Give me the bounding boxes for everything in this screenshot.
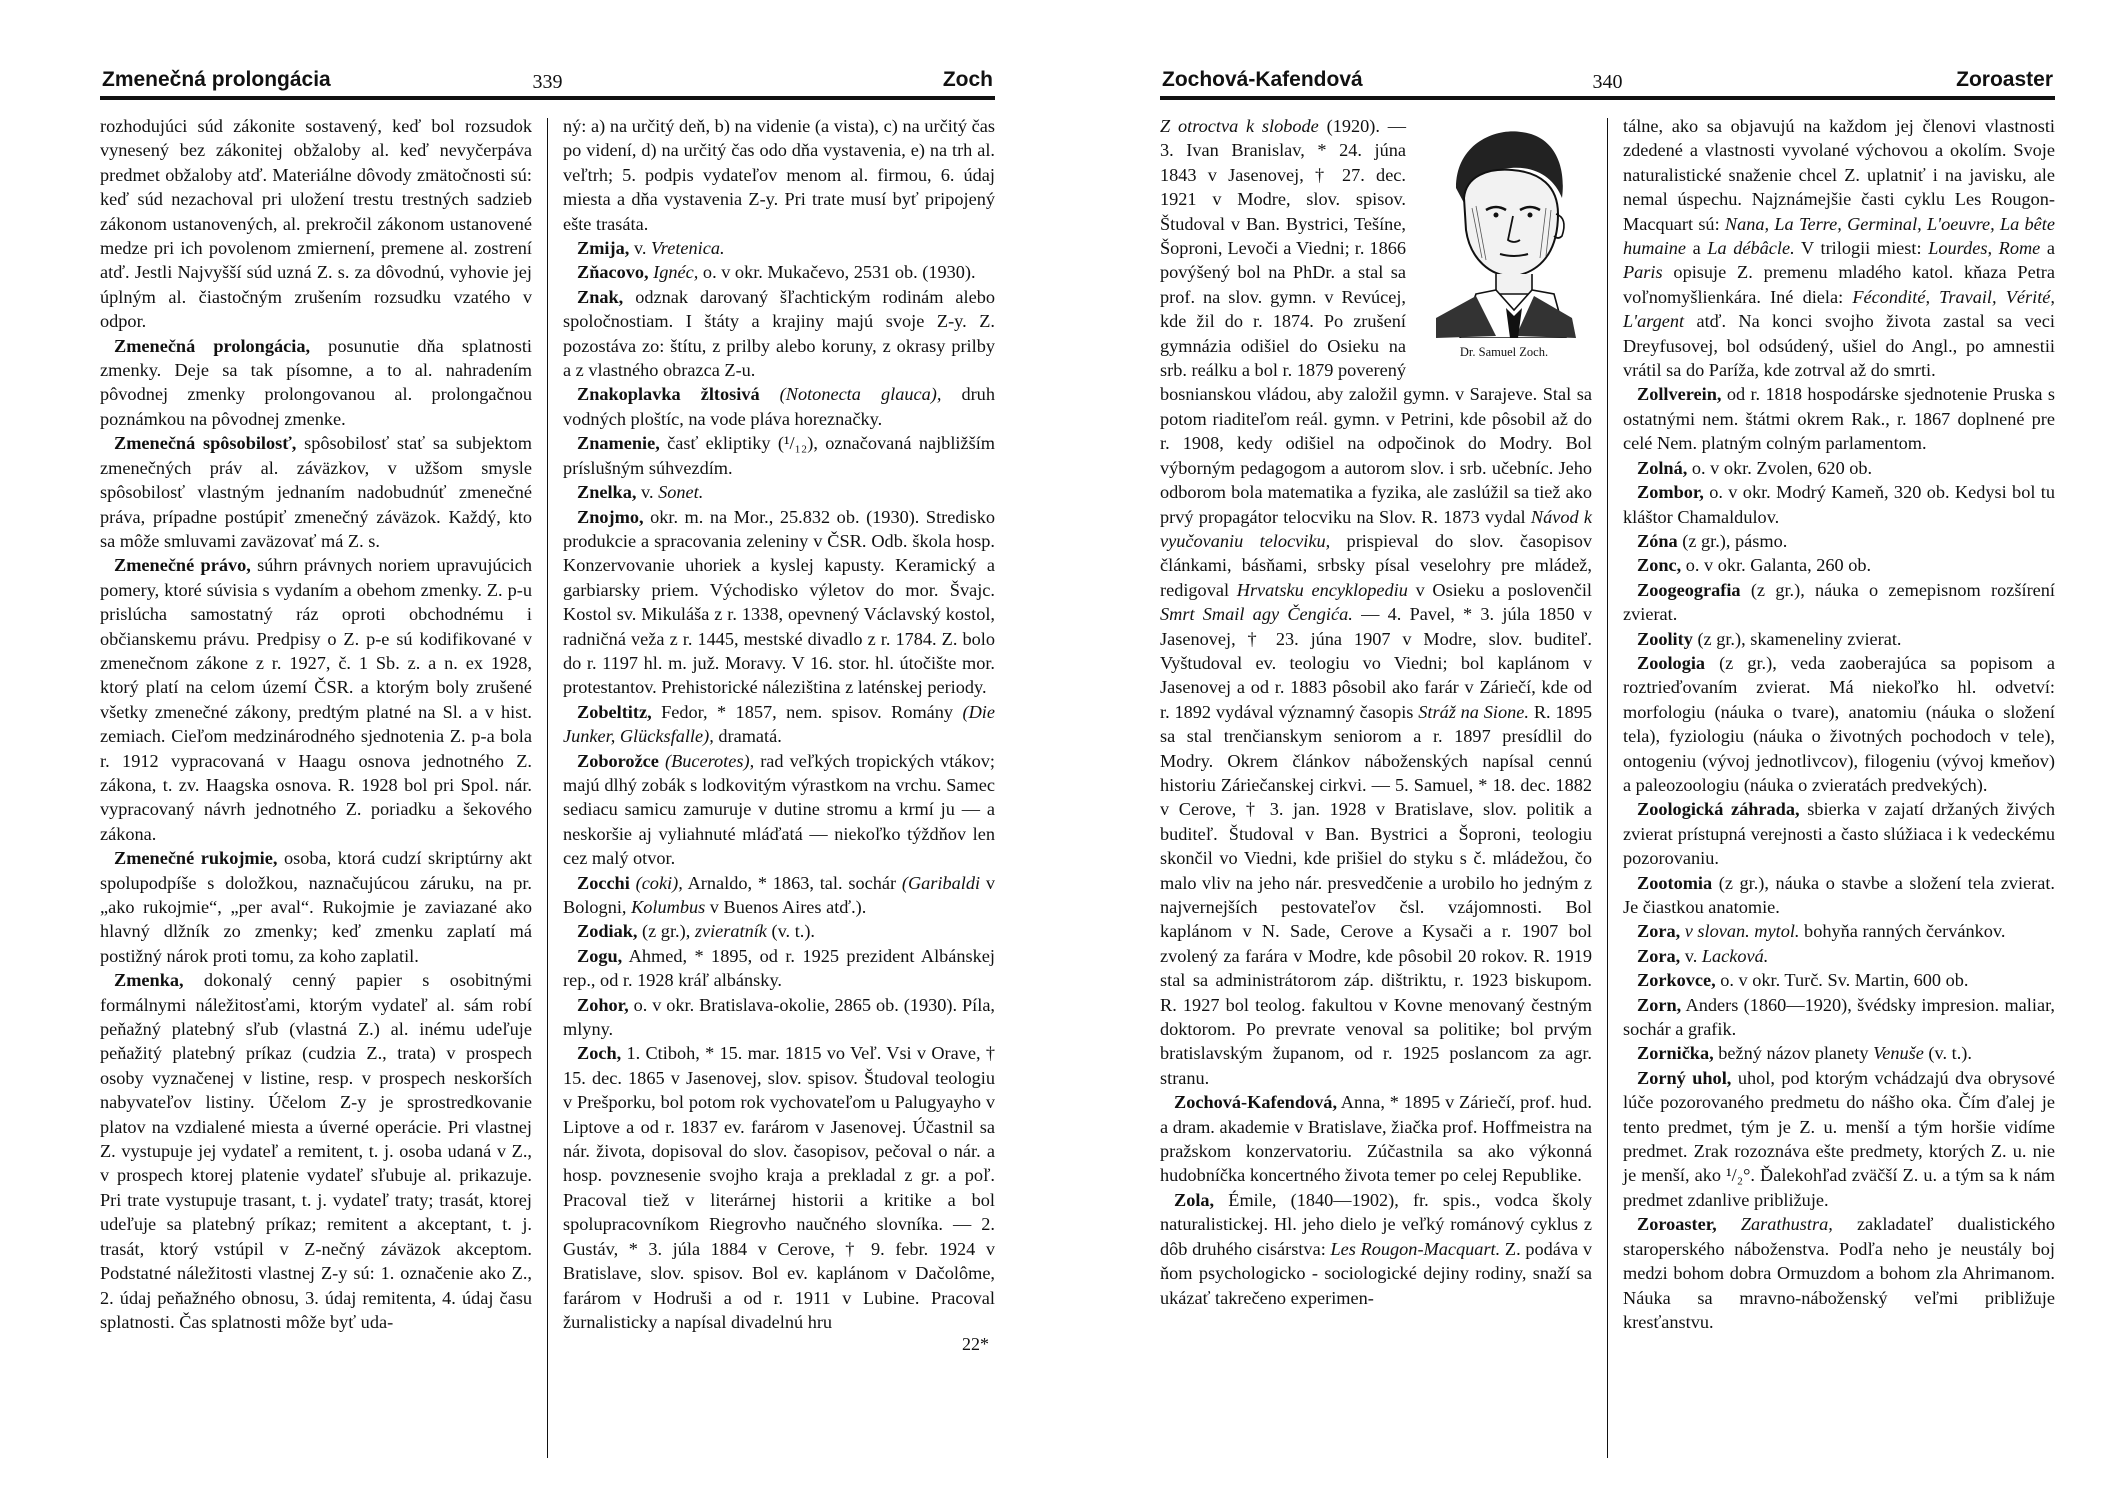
dictionary-entry <box>563 700 995 749</box>
entry-text: v. <box>1680 945 1698 966</box>
entry-headword: Zollverein, <box>1637 384 1722 405</box>
entry-headword: Zora, <box>1637 921 1681 942</box>
dictionary-entry <box>563 1041 995 1334</box>
dictionary-entry <box>1160 1188 1592 1310</box>
portrait-caption: Dr. Samuel Zoch. <box>1459 345 1549 359</box>
dictionary-entry <box>1623 1041 2055 1065</box>
entry-italic-text: (Bucerotes), <box>658 750 755 771</box>
entry-text: a <box>2040 238 2055 259</box>
entry-text: odznak darovaný šľachtickým rodinám alebo spoločnostiam. I štáty a krajiny majú svoje Z-y. Z. pozostáva zo: štítu, z prilby alebo koruny, z okrasy prilby a z vlastného obrazca Z-u. <box>563 286 995 381</box>
entry-headword: Zola, <box>1174 1189 1215 1210</box>
entry-text: rad veľkých tropických vtákov; majú dlhý zobák s lodkovitým výrastkom na vrchu. Samec sediacu samicu zamuruje v dutine stromu a krmí ju — a neskoršie aj vyliahnuté mláďatá — niekoľko týždňov len cez malý otvor. <box>563 750 995 869</box>
entry-text: dramatá. <box>713 726 782 747</box>
entry-text: posunutie dňa splatnosti zmenky. Deje sa tak písomne, a to al. nahradením pôvodnej zmenky prolongovanou al. prolongačnou poznámkou na pôvodnej zmenke. <box>100 335 532 429</box>
left-page-number: 339 <box>532 71 563 93</box>
entry-italic-text: Ignéc, <box>648 262 699 283</box>
entry-italic-text: Zarathustra, <box>1716 1214 1833 1235</box>
dictionary-entry <box>1623 651 2055 797</box>
entry-text: o. v okr. Zvolen, 620 ob. <box>1687 457 1873 478</box>
entry-italic-text: (Die Junker, Glücksfalle), <box>563 701 995 747</box>
entry-text: atď. Na konci svojho života zastal sa veci Dreyfusovej, bol odsúdený, ušiel do Angl., po amnestii vrátil sa do Paríža, kde zotrval až do smrti. <box>1623 311 2055 381</box>
dictionary-entry <box>100 846 532 968</box>
entry-text: o. v okr. Mukačevo, 2531 ob. (1930). <box>698 262 976 283</box>
entry-headword: Zorný uhol, <box>1637 1067 1732 1088</box>
dictionary-entry <box>100 431 532 553</box>
right-page <box>1160 62 2055 1482</box>
entry-text: Anna, * 1895 v Záriečí, prof. hud. a dram. akademie v Bratislave, žiačka prof. Hoffmeistra na pražskom konzervatoriu. Zúčastnila sa ako výkonná hudobníčka koncertného života temer po celej Republike. <box>1160 1092 1592 1186</box>
entry-text: o. v okr. Modrý Kameň, 320 ob. Kedysi bol tu kláštor Chamaldulov. <box>1623 482 2055 527</box>
entry-text: Anders (1860—1920), švédsky impresion. maliar, sochár a grafik. <box>1623 994 2055 1040</box>
entry-headword: Znojmo, <box>577 506 644 527</box>
entry-headword: Zmenka, <box>114 970 184 991</box>
left-page-columns <box>100 114 995 1334</box>
entry-text: spôsobilosť stať sa subjektom zmenečných práv al. záväzkov, v užšom smysle spôsobilosť vlastným jednaním nadobudnúť zmenečné práva, prípadne postúpiť zmenečný záväzok. Každý, kto sa môže smluvami zaväzovať má Z. s. <box>100 433 532 551</box>
dictionary-entry <box>100 334 532 432</box>
right-page-columns <box>1160 114 2055 1334</box>
entry-italic-text: Lourdes, Rome <box>1921 238 2041 259</box>
entry-headword: Zohor, <box>577 994 629 1015</box>
dictionary-entry <box>563 236 995 260</box>
left-column-2 <box>563 114 995 1334</box>
dictionary-entry <box>100 968 532 1334</box>
entry-headword: Zora, <box>1637 945 1681 966</box>
dictionary-entry <box>100 114 532 334</box>
entry-headword: Zochová-Kafendová, <box>1174 1092 1338 1113</box>
dictionary-entry <box>1623 578 2055 627</box>
left-column-1 <box>100 114 532 1334</box>
entry-text: v Bologni, <box>563 872 995 917</box>
entry-headword: Zmenečné právo, <box>114 555 251 576</box>
left-page <box>100 62 995 1482</box>
right-header-first-entry: Zochová-Kafendová <box>1162 68 1363 91</box>
entry-text: Émile, (1840—1902), fr. spis., vodca školy naturalistickej. Hl. jeho dielo je veľký románový cyklus z dôb druhého cisárstva: <box>1160 1189 1592 1259</box>
entry-headword: Zombor, <box>1637 482 1704 503</box>
entry-italic-text: (Notonecta glauca), <box>759 384 942 405</box>
entry-headword: Zmija, <box>577 238 630 259</box>
entry-text: Fedor, * 1857, nem. spisov. Romány <box>651 701 954 722</box>
entry-text: (v. t.). <box>766 921 815 942</box>
entry-text: dokonalý cenný papier s osobitnými formálnymi náležitosťami, ktorým vydateľ al. sám robí peňažný platebný sľub (vlastná Z.) al. inému udeľuje peňažitý platebný príkaz (cudzia Z., trata) v prospech osoby vyznačenej v listine, resp. v prospech neskorších nabyvateľov listiny. Účelom Z-y je sprostredkovanie platov na vzdialené miesta a úverné operácie. Pri vlastnej Z. vystupuje jej vydateľ a remitent, t. j. osoba udaná v Z., v prospech ktorej platenie vydateľ sľubuje al. prikazuje. Pri trate vystupuje trasant, t. j. vydateľ traty; trasát, ktorej udeľuje sa platebný príkaz; remitent a akceptant, t. j. trasát, ktorý vstúpil v Z-nečný záväzok akceptom. Podstatné náležitosti vlastnej Z-y sú: 1. označenie ako Z., 2. údaj peňažného obnosu, 3. údaj remitenta, 4. údaj času splatnosti. Čas splatnosti môže byť uda- <box>100 970 532 1332</box>
entry-italic-text: Stráž na Sione. <box>1413 701 1529 722</box>
entry-text: (z gr.), náuka o zemepisnom rozšírení zvierat. <box>1623 579 2055 625</box>
entry-text: — 4. Pavel, * 3. júla 1850 v Jasenovej, † 23. júna 1907 v Modre, slov. buditeľ. Vyštudoval ev. teologiu vo Viedni; bol kaplánom v Jasenovej a od r. 1883 pôsobil ako farár v Záriečí, kde od r. 1892 vydával významný časopis <box>1160 604 1592 722</box>
entry-text: o. v okr. Bratislava-okolie, 2865 ob. (1930). Píla, mlyny. <box>563 994 995 1040</box>
dictionary-entry <box>1160 1090 1592 1188</box>
entry-text: zakladateľ dualistického staroperského náboženstva. Podľa neho je neustály boj medzi bohom dobra Ormuzdom a bohom zla Ahrimanom. Náuka sa mravno-náboženský veľmi približuje kresťanstvu. <box>1623 1214 2055 1332</box>
right-column-2 <box>1623 114 2055 1334</box>
dictionary-entry <box>563 382 995 431</box>
entry-headword: Znamenie, <box>577 433 660 454</box>
dictionary-entry <box>563 871 995 920</box>
dictionary-entry <box>100 553 532 846</box>
entry-text: v Buenos Aires atď.). <box>705 897 867 917</box>
entry-text: (z gr.), náuka o stavbe a složení tela zvierat. Je čiastkou anatomie. <box>1623 872 2055 917</box>
left-page-header <box>100 62 995 100</box>
dictionary-entry <box>1623 382 2055 455</box>
entry-headword: Zocchi <box>577 872 630 893</box>
entry-text: súhrn právnych noriem upravujúcich pomery, ktoré súvisia s vydaním a obehom zmenky. Z. p-u prislúcha samostatný ráz oproti obchodnému i občianskemu právu. Predpisy o Z. p-e sú kodifikované v zmenečnom zákone z r. 1927, č. 1 Sb. z. a n. ex 1928, ktorý platí na celom území ČSR. a ktorým boly zrušené všetky zmenečné zákony, predtým platné na Sl. a v hist. zemiach. Cieľom medzinárodného sjednotenia Z. p-a bola r. 1912 vypracovaná v Haagu osnova jednotného Z. zákona, t. zv. Haagska osnova. R. 1928 bol pri Spol. nár. vypracovaný návrh jednotného Z. poriadku a šekového zákona. <box>100 555 533 844</box>
right-column-1 <box>1160 114 1592 1334</box>
dictionary-entry <box>1623 480 2055 529</box>
entry-italic-text: La débâcle. <box>1700 238 1795 259</box>
entry-text: v. <box>636 482 659 503</box>
entry-text: prispieval do slov. časopisov článkami, básňami, srbsky písal veselohry pre mládež, redigoval <box>1160 530 1593 600</box>
entry-italic-text: v slovan. mytol. <box>1680 921 1800 942</box>
entry-italic-text: Smrt Smail agy Čengića. <box>1160 604 1353 625</box>
entry-text: (v. t.). <box>1923 1043 1972 1064</box>
entry-text: druh vodných ploštíc, na vode pláva horeznačky. <box>563 384 995 429</box>
dictionary-entry <box>563 993 995 1042</box>
entry-headword: Zorn, <box>1637 994 1682 1015</box>
entry-headword: Zogu, <box>577 945 623 966</box>
entry-headword: Zňacovo, <box>577 262 649 283</box>
entry-text: a <box>1685 238 1701 259</box>
dictionary-entry <box>563 919 995 943</box>
entry-text: (z gr.), <box>637 921 691 942</box>
column-rule <box>547 118 548 1458</box>
entry-text: 1. Ctiboh, * 15. mar. 1815 vo Veľ. Vsi v Orave, † 15. dec. 1865 v Jasenovej, slov. spisov. Študoval teologiu v Prešporku, bol potom rok vychovateľom u Palugyayho v Liptove a od r. 1837 ev. farárom v Jasenovej. Účastnil sa nár. života, dopisoval do slov. časopisov, pečoval o nár. a hosp. povznesenie svojho kraja a prekladal z gr. a poľ. Pracoval tiež v literárnej historii a kritike a bol spolupracovníkom Riegrovho naučného slovníka. — 2. Gustáv, * 3. júla 1884 v Cerove, † 9. febr. 1924 v Bratislave, slov. spisov. Bol ev. kaplánom v Dačolôme, farárom v Hodruši a od r. 1911 v Lubine. Pracoval žurnalisticky a napísal divadelnú hru <box>563 1043 995 1332</box>
entry-text: V trilogii miest: <box>1794 238 1922 259</box>
entry-text: (z gr.), veda zaoberajúca sa popisom a roztrieďovaním zvierat. Má niekoľko hl. odvetví: morfologiu (náuka o tvare), anatomiu (náuka o složení tela), fyziologiu (náuka o životných pochodoch v tele), ontogeniu (vývoj jednotlivcov), filogeniu (vývoj kmeňov) a paleozoologiu (náuka o zvieratách predvekých). <box>1623 652 2055 795</box>
entry-text: opisuje Z. premenu mladého katol. kňaza Petra voľnomyšlienkára. Iné diela: <box>1623 262 2055 307</box>
dictionary-entry <box>1623 114 2055 382</box>
entry-headword: Zoch, <box>577 1043 622 1064</box>
entry-headword: Zorkovce, <box>1637 970 1716 991</box>
entry-italic-text: Venuše <box>1868 1043 1924 1064</box>
entry-text: (1920). — 3. Ivan Branislav, * 24. júna 1843 v Jasenovej, † 27. dec. 1921 v Modre, slov. spisov. Študoval v Ban. Bystrici, Tešíne, Šoproni, Levoči a Viedni; r. 1866 povýšený bol na PhDr. a stal sa prof. na slov. gymn. v Revúcej, kde žil do r. 1874. Po zrušení gymnázia odišiel do Osieku na srb. reálku a bol r. 1879 poverený bosnianskou vládou, aby založil gymn. v Sarajeve. Stal sa potom riaditeľom reál. gymn. v Petrini, kde pôsobil až do r. 1908, kedy odišiel na odpočinok do Modry. Bol výborným pedagogom a autorom slov. i srb. učebníc. Jeho odborom bola matematika a fyzika, ale zaslúžil sa tiež ako prvý propagátor telocviku na Slov. R. 1873 vydal <box>1160 116 1592 527</box>
entry-headword: Zoologia <box>1637 652 1706 673</box>
entry-text: Ahmed, * 1895, od r. 1925 prezident Albánskej rep., od r. 1928 kráľ albánsky. <box>563 945 995 991</box>
entry-headword: Zolná, <box>1637 457 1688 478</box>
dictionary-entry <box>1623 797 2055 870</box>
entry-italic-text: Sonet. <box>658 482 704 503</box>
entry-text: uhol, pod ktorým vchádzajú dva obrysové lúče pozorovaného predmetu do nášho oka. Čím ďalej je tento predmet, tým je Z. u. menší a tým horšie vidíme predmet. Zrak rozoznáva ešte predmety, ktorých Z. u. nie je menší, ako ¹/₂°. Ďalekohľad zväčší Z. u. a tým sa k nám predmet zdanlive približuje. <box>1623 1067 2055 1210</box>
left-header-first-entry: Zmenečná prolongácia <box>102 68 331 91</box>
entry-italic-text: Les Rougon-Macquart. <box>1325 1238 1501 1259</box>
dictionary-entry <box>563 114 995 236</box>
entry-text: v Osieku a poslovenčil <box>1407 579 1592 600</box>
right-header-last-entry: Zoroaster <box>1956 68 2053 91</box>
dictionary-entry <box>1623 1066 2055 1212</box>
entry-text: sbierka v zajatí držaných živých zvierat prístupná verejnosti a často slúžiaca i k vedeckému pozorovaniu. <box>1623 799 2055 869</box>
entry-text: o. v okr. Turč. Sv. Martin, 600 ob. <box>1715 970 1969 991</box>
dictionary-entry <box>563 285 995 383</box>
dictionary-entry <box>1623 919 2055 943</box>
entry-headword: Zornička, <box>1637 1043 1714 1064</box>
entry-text: (z gr.), pásmo. <box>1677 530 1788 551</box>
entry-italic-text: Hrvatsku encyklopediu <box>1229 579 1408 600</box>
entry-text: R. 1895 sa stal trenčianskym seniorom a r. 1897 presídlil do Modry. Okrem článkov náboženských napísal cennú historiu Záriečanskej cirkvi. — 5. Samuel, * 18. dec. 1882 v Cerove, † 3. jan. 1928 v Bratislave, slov. politik a buditeľ. Študoval v Ban. Bystrici a Šoproni, teologiu skončil vo Viedni, kde prišiel do styku s č. mládežou, čo malo vliv na jeho nár. presvedčenie a urobilo ho jedným z najvernejších pestovateľov čsl. vzájomnosti. Bol kaplánom v N. Sade, Cerove a Kysači a r. 1907 bol zvolený za farára v Modre, kde pôsobil 20 rokov. R. 1919 stal sa administrátorom záp. dištriktu, r. 1923 biskupom. R. 1927 bol teolog. fakultou v Kovne menovaný čestným doktorom. Po prevrate venoval sa politike; bol prvým bratislavským županom, od r. 1925 poslancom za agr. stranu. <box>1160 701 1592 1088</box>
entry-text: okr. m. na Mor., 25.832 ob. (1930). Stredisko produkcie a spracovania zeleniny v ČSR. Odb. škola hosp. Konzervovanie uhoriek a kyslej kapusty. Keramický a garbiarsky priem. Východisko výletov do mor. Švajc. Kostol sv. Mikuláša z r. 1338, opevnený Václavský kostol, radničná veža z r. 1445, mestské divadlo z r. 1784. Z. bolo do r. 1197 hl. m. juž. Moravy. V 16. stor. hl. útočište mor. protestantov. Prehistorické náleziština z laténskej periody. <box>563 506 995 698</box>
entry-italic-text: Kolumbus <box>626 897 706 917</box>
entry-headword: Zoborožce <box>577 750 659 771</box>
entry-text: ný: a) na určitý deň, b) na videnie (a vista), c) na určitý čas po videní, d) na určitý čas odo dňa vystavenia, e) na trh al. veľtrh; 5. podpis vydateľov menom al. firmou, 6. údaj miesta a dňa vystavenia Z-y. Pri trate musí byť pripojený ešte trasáta. <box>563 116 995 234</box>
entry-headword: Zodiak, <box>577 921 638 942</box>
portrait-samuel-zoch <box>1416 118 1592 358</box>
entry-italic-text: Fécondité, Travail, Vérité, L'argent <box>1623 286 2055 332</box>
entry-headword: Zmenečná prolongácia, <box>114 335 311 356</box>
entry-text: bežný názov planety <box>1713 1043 1869 1064</box>
entry-headword: Zoologická záhrada, <box>1637 799 1800 820</box>
entry-text: osoba, ktorá cudzí skriptúrny akt spolupodpíše s doložkou, naznačujúcou záruku, na pr. „ako rukojmie“, „per aval“. Rukojmie je zaviazané ako hlavný dlžník zo zmenky; keď zmenku zaplatí má postižný nárok proti tomu, za koho zaplatil. <box>100 848 533 966</box>
entry-headword: Zobeltitz, <box>577 701 652 722</box>
dictionary-entry <box>1623 944 2055 968</box>
entry-text: Arnaldo, * 1863, tal. sochár <box>682 872 897 893</box>
entry-headword: Zootomia <box>1637 872 1713 893</box>
entry-italic-text: (coki), <box>629 872 683 893</box>
dictionary-entry <box>1623 456 2055 480</box>
dictionary-entry <box>563 749 995 871</box>
entry-text: časť ekliptiky (¹/₁₂), označovaná najbližším príslušným súhvezdím. <box>563 433 995 478</box>
left-header-last-entry: Zoch <box>942 68 993 91</box>
entry-headword: Zonc, <box>1637 555 1682 576</box>
entry-italic-text: (Garibaldi <box>896 872 981 893</box>
dictionary-entry <box>1623 529 2055 553</box>
entry-text: v. <box>629 238 651 259</box>
dictionary-entry <box>1623 1212 2055 1334</box>
dictionary-entry <box>563 260 995 284</box>
dictionary-entry <box>1623 993 2055 1042</box>
entry-italic-text: Vretenica. <box>650 238 725 259</box>
entry-headword: Znakoplavka žltosivá <box>577 384 760 405</box>
entry-headword: Znelka, <box>577 482 637 503</box>
entry-text: bohyňa ranných červánkov. <box>1799 921 2006 942</box>
entry-headword: Zóna <box>1637 530 1678 551</box>
signature-mark: 22* <box>962 1334 989 1355</box>
dictionary-entry <box>563 505 995 700</box>
entry-headword: Zmenečná spôsobilosť, <box>114 433 297 454</box>
dictionary-entry <box>1623 553 2055 577</box>
portrait-engraving <box>1416 118 1592 338</box>
entry-italic-text: Nana, La Terre, Germinal, L'oeuvre, La bête humaine <box>1623 213 2055 259</box>
entry-italic-text: Paris <box>1623 262 1663 283</box>
entry-headword: Zoroaster, <box>1637 1214 1717 1235</box>
dictionary-entry <box>1623 871 2055 920</box>
column-rule <box>1607 118 1608 1458</box>
entry-headword: Zoolity <box>1637 628 1693 649</box>
dictionary-entry <box>1623 968 2055 992</box>
entry-text: od r. 1818 hospodárske sjednotenie Pruska s ostatnými nem. štátmi okrem Rak., r. 1867 doplnené pre celé Nem. platným colným parlamentom. <box>1623 384 2055 454</box>
entry-italic-text: Návod k vyučovaniu telocviku, <box>1160 506 1592 551</box>
entry-italic-text: Lacková. <box>1697 945 1769 966</box>
dictionary-entry <box>1623 627 2055 651</box>
entry-headword: Znak, <box>577 286 624 307</box>
entry-headword: Zoogeografia <box>1637 579 1741 600</box>
entry-text: o. v okr. Galanta, 260 ob. <box>1681 555 1872 576</box>
entry-text: rozhodujúci súd zákonite sostavený, keď bol rozsudok vynesený bez zákonitej obžaloby al. keď nevyčerpáva predmet obžaloby atď. Materiálne dôvody zmätočnosti sú: keď súd nezachoval pri uložení trestu trestných sadzieb zákonom ustanovených, al. prekročil zákonom ustanovené medze pri ich povolenom zmiernení, premene al. zostrení atď. Jestli Najvyšší súd uzná Z. s. za dôvodnú, vyhovie jej úplným al. čiastočným zrušením rozsudku vzatého v odpor. <box>100 116 532 332</box>
entry-italic-text: zvieratník <box>690 921 767 942</box>
entry-headword: Zmenečné rukojmie, <box>114 848 278 869</box>
entry-text: tálne, ako sa objavujú na každom jej členovi vlastnosti zdedené a vlastnosti vyvolané výchovou a okolím. Svoje naturalistické snaženie chcel Z. uplatniť i na javisku, ale nemal úspechu. Najznámejšie časti cyklu Les Rougon-Macquart sú: <box>1623 116 2055 234</box>
dictionary-entry <box>563 431 995 480</box>
entry-italic-text: Z otroctva k slobode <box>1160 116 1319 136</box>
right-page-header <box>1160 62 2055 100</box>
dictionary-entry <box>563 944 995 993</box>
entry-text: Z. podáva v ňom psychologicko - sociologické dejiny rodiny, snaží sa ukázať takrečeno experimen- <box>1160 1238 1592 1308</box>
dictionary-entry <box>563 480 995 504</box>
right-page-number: 340 <box>1592 71 1623 93</box>
entry-text: (z gr.), skameneliny zvierat. <box>1692 628 1902 649</box>
